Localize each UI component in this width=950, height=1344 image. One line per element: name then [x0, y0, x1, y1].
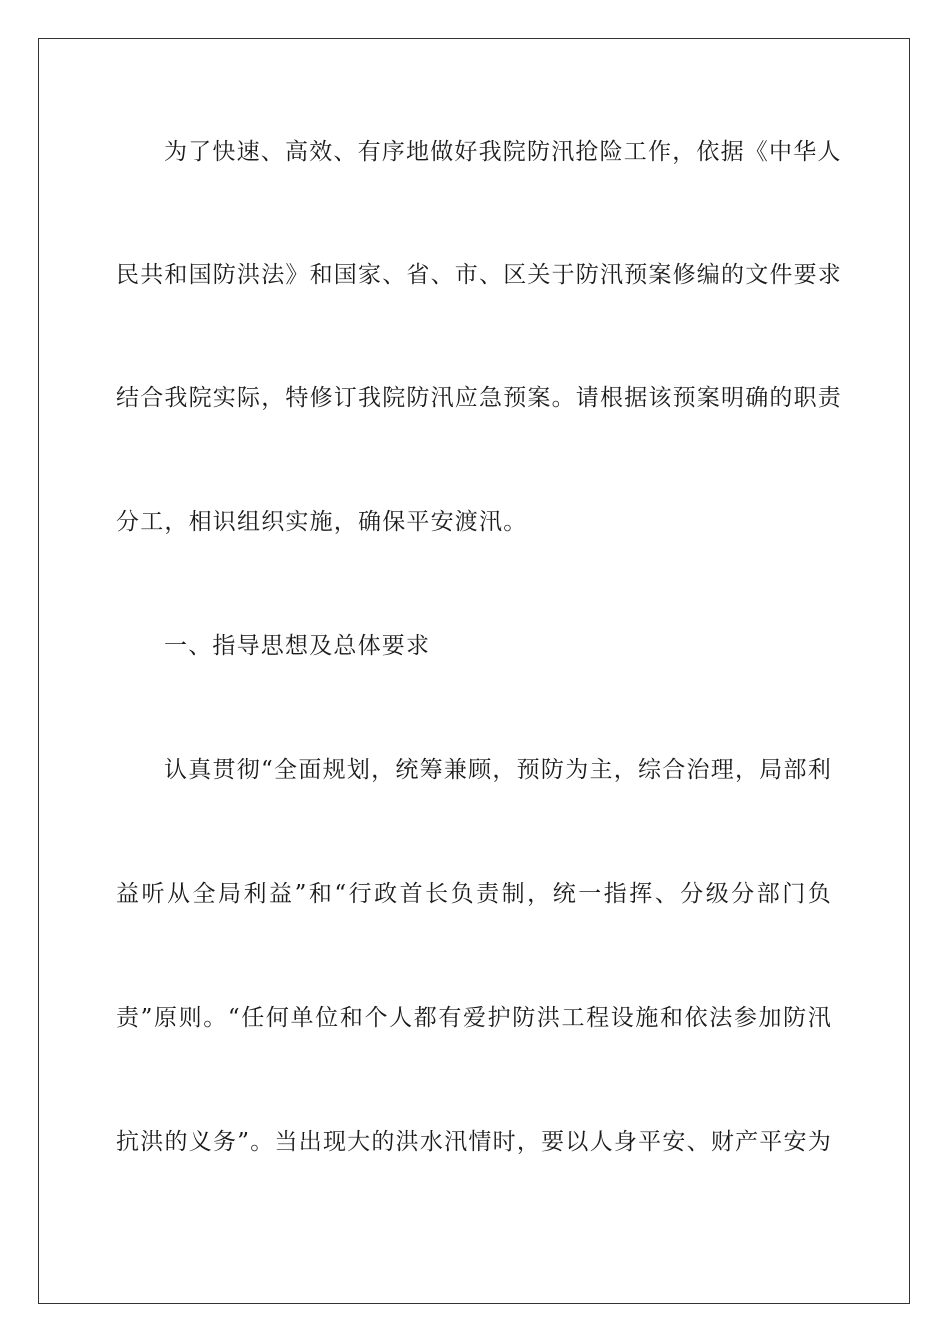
- page-border: [38, 38, 910, 1304]
- paragraph-2-line-3: 责”原则。“任何单位和个人都有爱护防洪工程设施和依法参加防汛: [116, 1005, 832, 1031]
- paragraph-1-line-2: 民共和国防洪法》和国家、省、市、区关于防汛预案修编的文件要求: [116, 262, 842, 288]
- paragraph-2-line-4: 抗洪的义务”。当出现大的洪水汛情时，要以人身平安、财产平安为: [116, 1129, 832, 1155]
- paragraph-1-line-4: 分工，相识组织实施，确保平安渡汛。: [116, 509, 528, 535]
- paragraph-1-line-1: 为了快速、高效、有序地做好我院防汛抢险工作，依据《中华人: [164, 139, 842, 165]
- paragraph-2-line-2: 益听从全局利益”和“行政首长负责制，统一指挥、分级分部门负: [116, 881, 832, 907]
- paragraph-2-line-1: 认真贯彻“全面规划，统筹兼顾，预防为主，综合治理，局部利: [164, 757, 832, 783]
- section-heading-1: 一、指导思想及总体要求: [164, 633, 431, 659]
- paragraph-1-line-3: 结合我院实际，特修订我院防汛应急预案。请根据该预案明确的职责: [116, 385, 842, 411]
